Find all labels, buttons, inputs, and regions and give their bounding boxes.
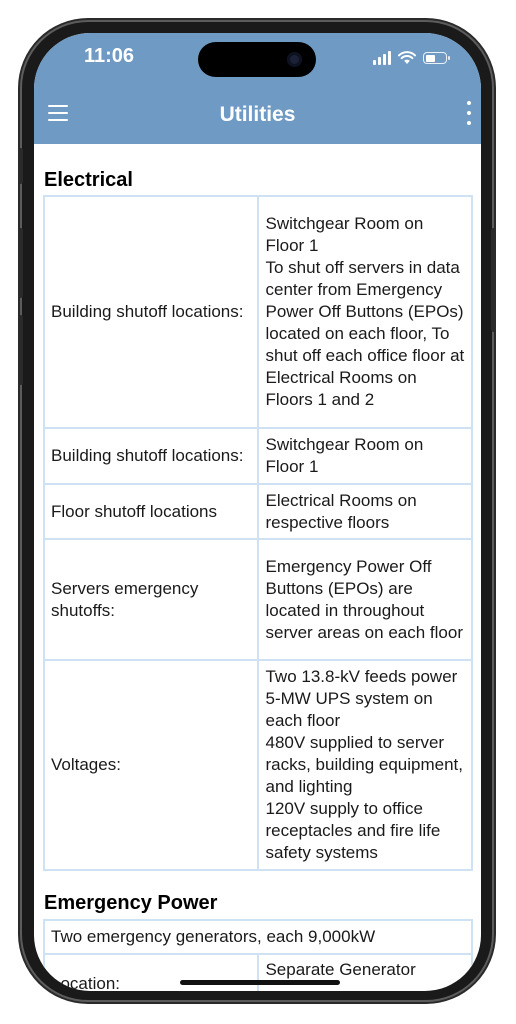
table-row	[44, 428, 472, 484]
section-heading-electrical: Electrical	[44, 169, 133, 191]
row-label: Voltages:	[44, 660, 258, 870]
action-button	[18, 148, 23, 184]
more-options-icon[interactable]	[465, 101, 473, 125]
battery-icon	[423, 52, 447, 64]
volume-down-button	[18, 315, 23, 385]
row-label: Servers emergency shutoffs:	[44, 539, 258, 660]
home-indicator[interactable]	[180, 980, 340, 985]
section-heading-emergency-power: Emergency Power	[44, 892, 218, 914]
row-value: Separate Generator	[258, 954, 472, 991]
row-label: Building shutoff locations:	[44, 428, 258, 484]
table-row	[44, 539, 472, 660]
row-value	[258, 196, 472, 428]
table-row	[44, 660, 472, 870]
row-value	[258, 660, 472, 870]
row-label: Building shutoff locations:	[44, 196, 258, 428]
row-label: Location:	[44, 954, 258, 991]
table-row	[44, 196, 472, 428]
table-row	[44, 954, 472, 991]
row-value-text: Switchgear Room on Floor 1 To shut off servers in data center from Emergency Power Off Buttons (EPOs) located on each floor, To shut off each office floor at Electrical Rooms on Floors 1 and 2	[265, 214, 465, 409]
electrical-table	[43, 195, 473, 871]
signal-icon	[373, 51, 391, 65]
row-value-text: Two 13.8-kV feeds power 5-MW UPS system on each floor 480V supplied to server racks, building equipment, and lighting 120V supply to office receptacles and fire life safety systems	[265, 667, 463, 862]
row-value: Switchgear Room on Floor 1	[258, 428, 472, 484]
row-summary: Two emergency generators, each 9,000kW	[44, 920, 472, 954]
top-bar	[34, 33, 481, 144]
status-icons	[373, 49, 447, 67]
table-row	[44, 484, 472, 539]
row-value: Electrical Rooms on respective floors	[258, 484, 472, 539]
content	[34, 144, 481, 991]
camera-icon	[287, 52, 302, 67]
wifi-icon	[398, 51, 416, 65]
power-button	[491, 228, 496, 332]
status-time: 11:06	[84, 45, 135, 67]
volume-up-button	[18, 228, 23, 298]
screen	[34, 33, 481, 991]
table-row	[44, 920, 472, 954]
row-value: Emergency Power Off Buttons (EPOs) are located in throughout server areas on each floor	[258, 539, 472, 660]
row-label: Floor shutoff locations	[44, 484, 258, 539]
dynamic-island	[198, 42, 316, 77]
page-title: Utilities	[219, 103, 296, 126]
app-bar	[34, 91, 481, 143]
